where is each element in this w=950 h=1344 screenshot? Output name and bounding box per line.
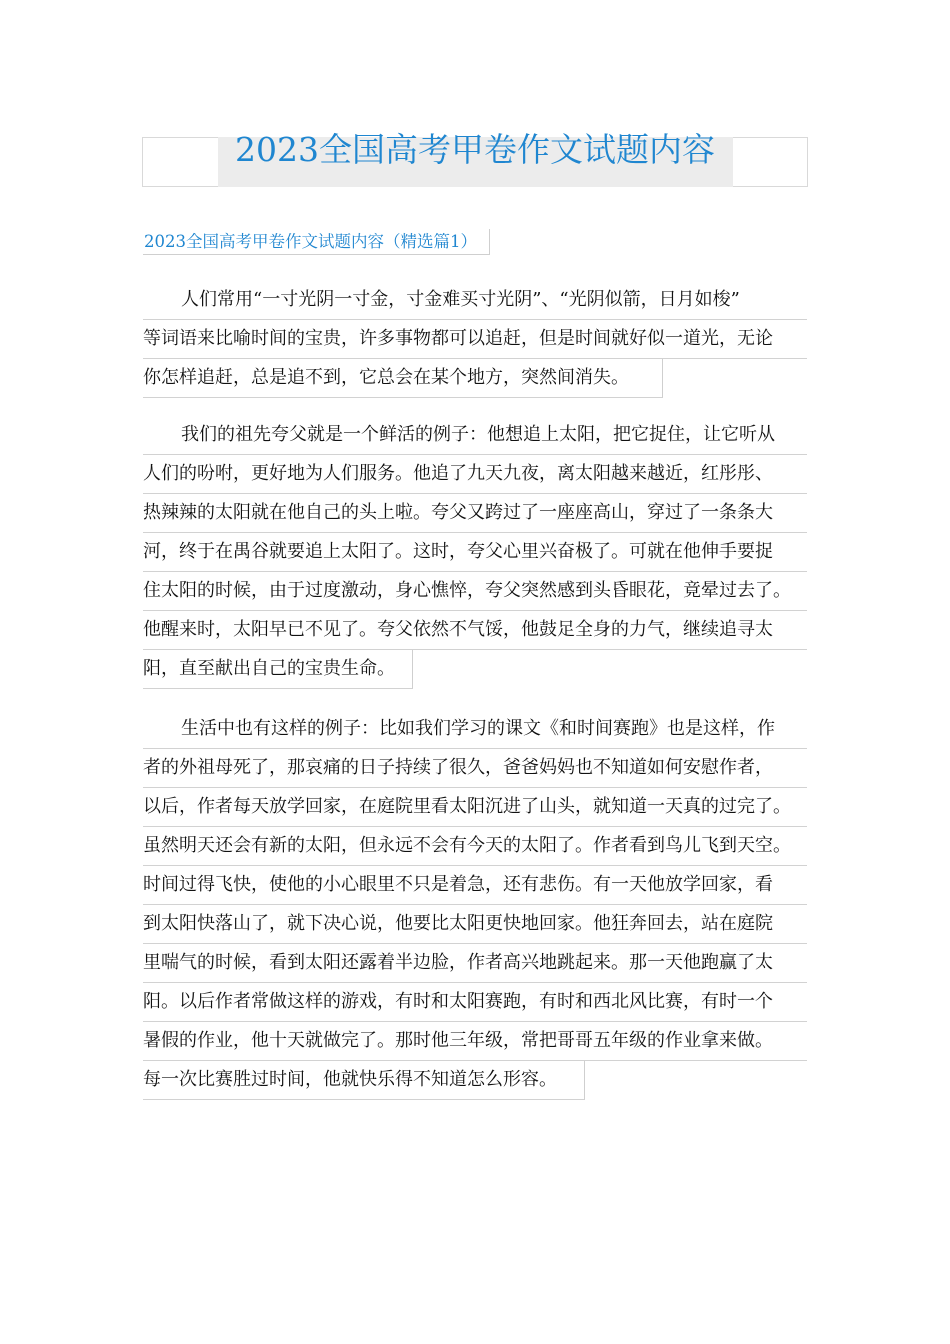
- page-title: 2023全国高考甲卷作文试题内容: [235, 130, 715, 169]
- paragraph-line: 者的外祖母死了，那哀痛的日子持续了很久，爸爸妈妈也不知道如何安慰作者，: [143, 749, 807, 788]
- paragraph-line: 你怎样追赶，总是追不到，它总会在某个地方，突然间消失。: [143, 359, 663, 398]
- paragraph-line: 暑假的作业，他十天就做完了。那时他三年级，常把哥哥五年级的作业拿来做。: [143, 1022, 807, 1061]
- paragraph-line: 生活中也有这样的例子：比如我们学习的课文《和时间赛跑》也是这样，作: [143, 710, 807, 749]
- paragraph-line: 虽然明天还会有新的太阳，但永远不会有今天的太阳了。作者看到鸟儿飞到天空。: [143, 827, 807, 866]
- paragraph-1: [143, 281, 807, 398]
- paragraph-2: [143, 416, 807, 689]
- paragraph-line: 人们的吩咐，更好地为人们服务。他追了九天九夜，离太阳越来越近，红彤彤、: [143, 455, 807, 494]
- paragraph-line: 阳。以后作者常做这样的游戏，有时和太阳赛跑，有时和西北风比赛，有时一个: [143, 983, 807, 1022]
- paragraph-line: 等词语来比喻时间的宝贵，许多事物都可以追赶，但是时间就好似一道光，无论: [143, 320, 807, 359]
- paragraph-line: 河，终于在禺谷就要追上太阳了。这时，夸父心里兴奋极了。可就在他伸手要捉: [143, 533, 807, 572]
- paragraph-line: 以后，作者每天放学回家，在庭院里看太阳沉进了山头，就知道一天真的过完了。: [143, 788, 807, 827]
- paragraph-line: 他醒来时，太阳早已不见了。夸父依然不气馁，他鼓足全身的力气，继续追寻太: [143, 611, 807, 650]
- paragraph-line: 到太阳快落山了，就下决心说，他要比太阳更快地回家。他狂奔回去，站在庭院: [143, 905, 807, 944]
- paragraph-line: 人们常用“一寸光阴一寸金，寸金难买寸光阴”、“光阴似箭，日月如梭”: [143, 281, 807, 320]
- paragraph-line: 里喘气的时候，看到太阳还露着半边脸，作者高兴地跳起来。那一天他跑赢了太: [143, 944, 807, 983]
- paragraph-line: 阳，直至献出自己的宝贵生命。: [143, 650, 413, 689]
- paragraph-3: [143, 710, 807, 1100]
- paragraph-line: 时间过得飞快，使他的小心眼里不只是着急，还有悲伤。有一天他放学回家，看: [143, 866, 807, 905]
- paragraph-line: 住太阳的时候，由于过度激动，身心憔悴，夸父突然感到头昏眼花，竟晕过去了。: [143, 572, 807, 611]
- section-heading: 2023全国高考甲卷作文试题内容（精选篇1）: [143, 229, 490, 255]
- paragraph-line: 热辣辣的太阳就在他自己的头上啦。夸父又跨过了一座座高山，穿过了一条条大: [143, 494, 807, 533]
- paragraph-line: 每一次比赛胜过时间，他就快乐得不知道怎么形容。: [143, 1061, 585, 1100]
- paragraph-line: 我们的祖先夸父就是一个鲜活的例子：他想追上太阳，把它捉住，让它听从: [143, 416, 807, 455]
